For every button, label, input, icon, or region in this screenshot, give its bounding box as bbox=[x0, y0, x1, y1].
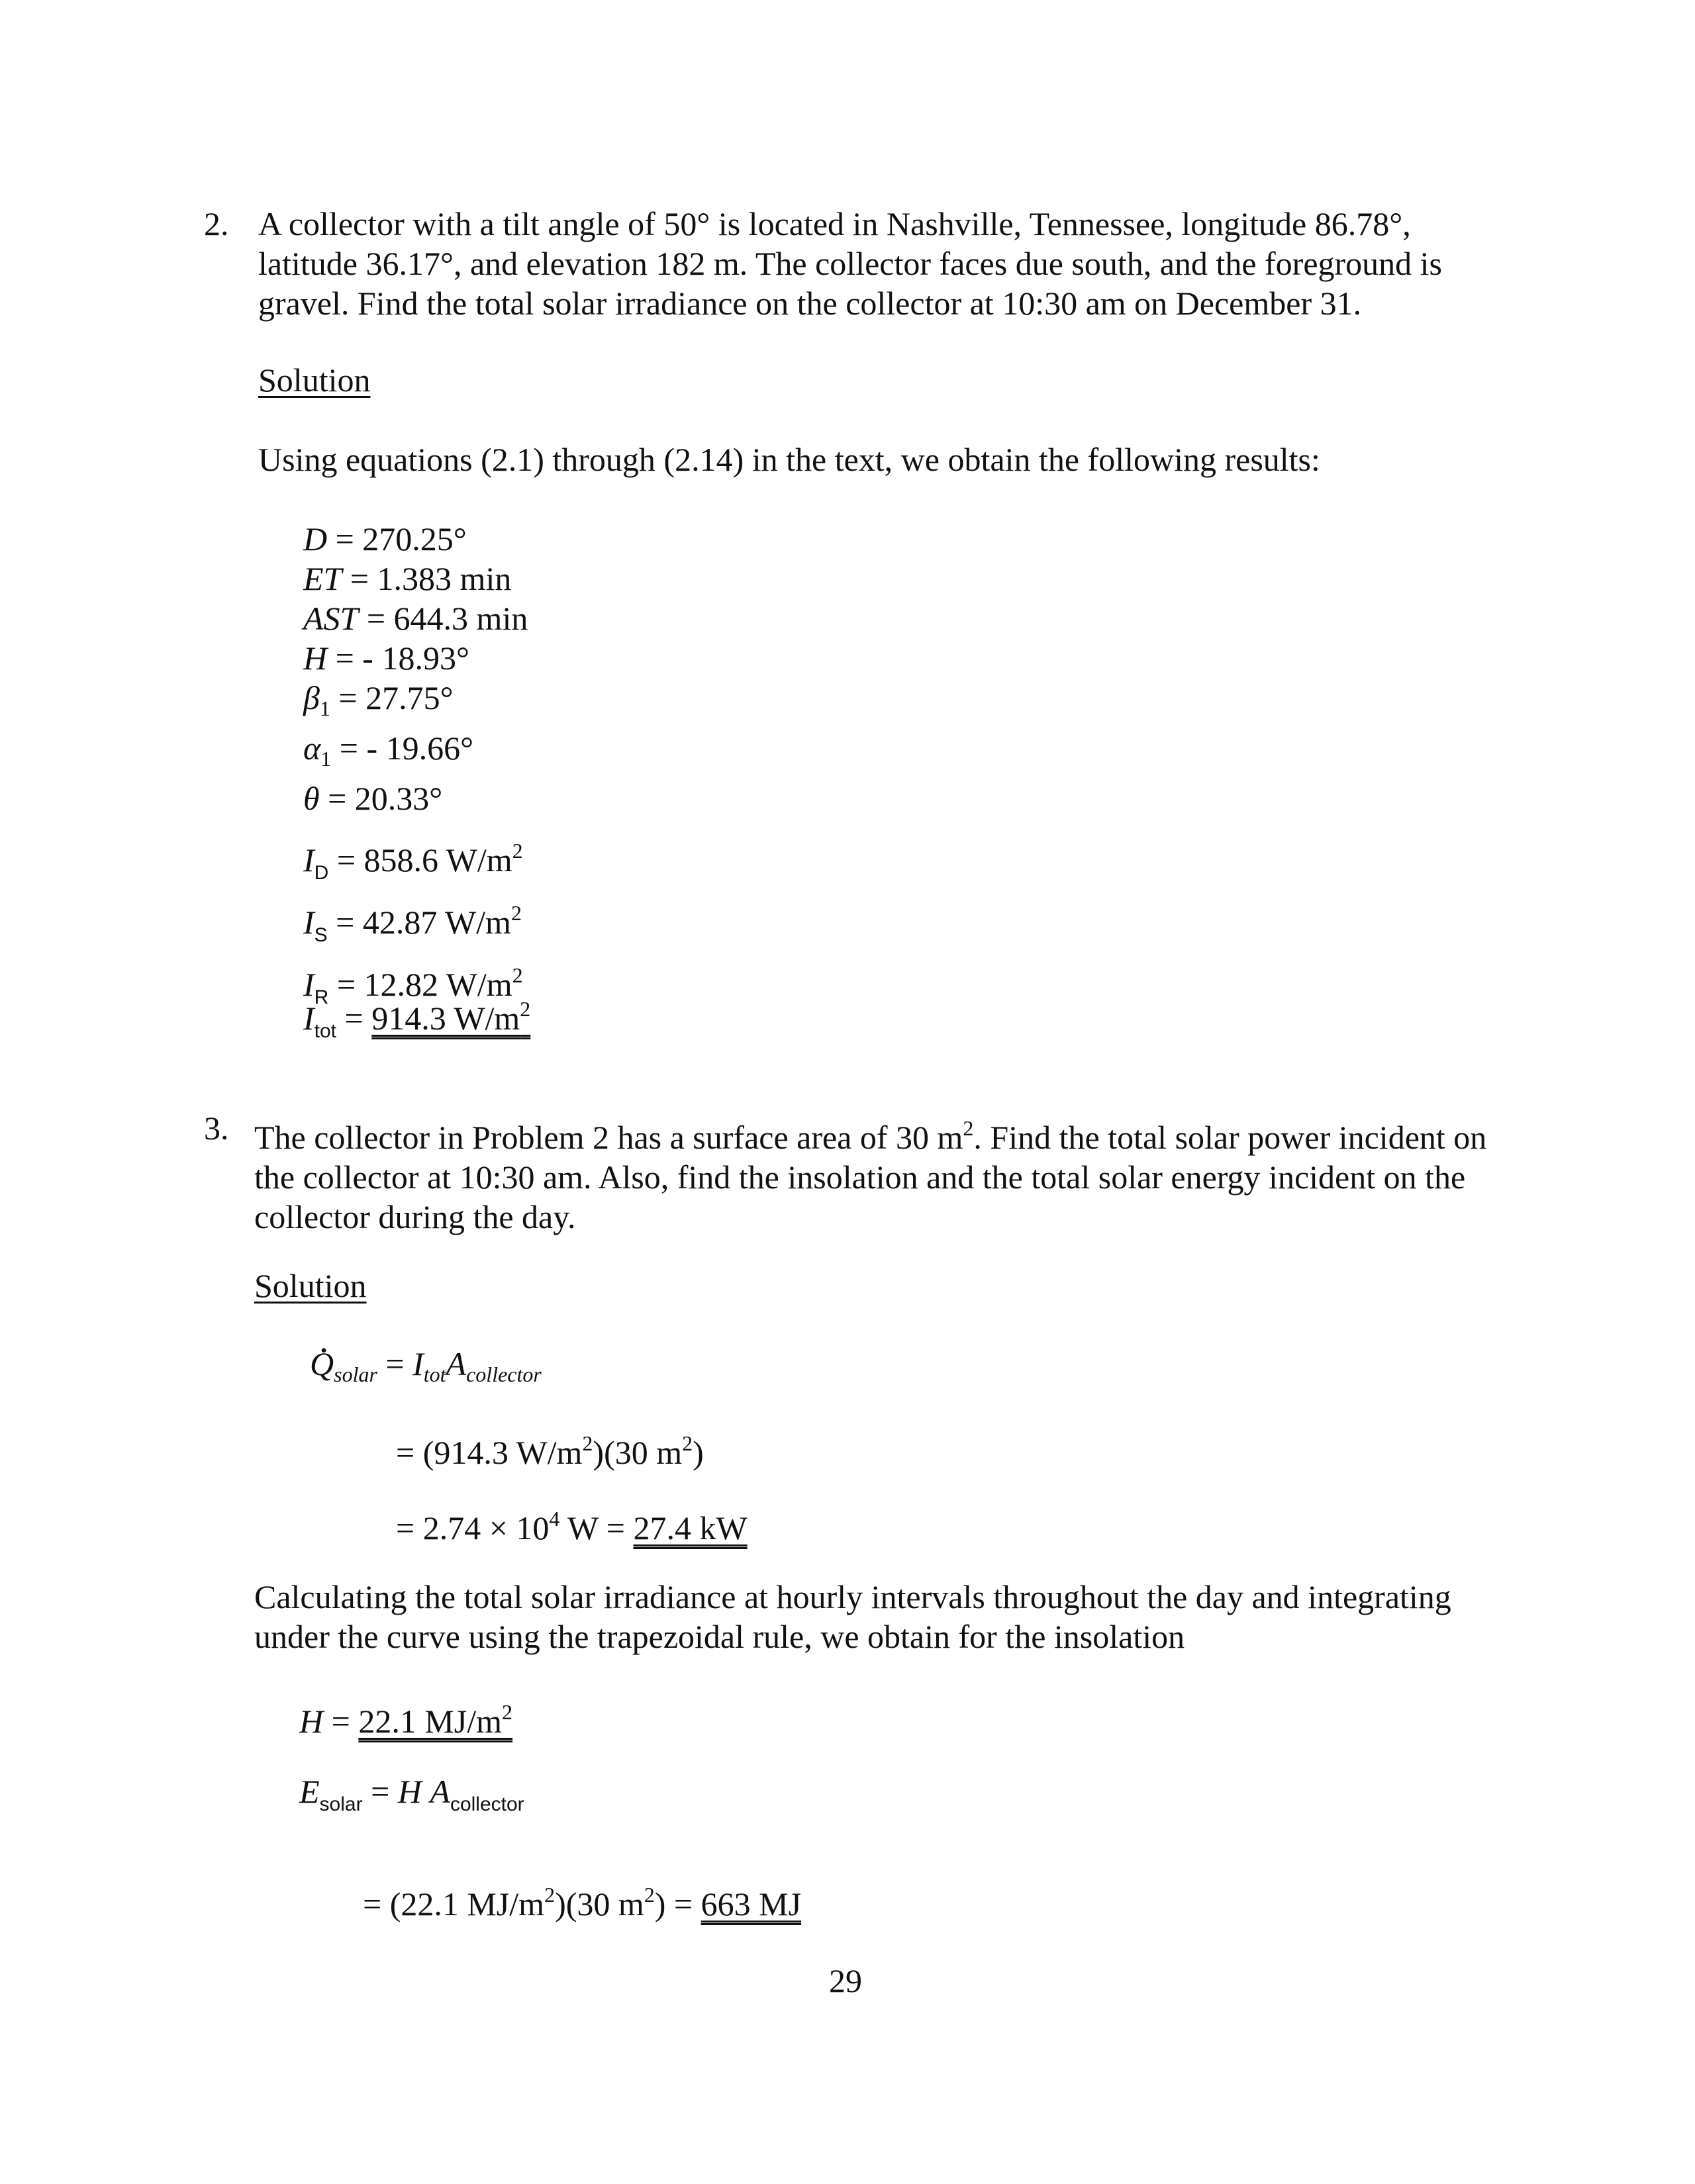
energy-step: = (22.1 $MJ/m^2)(30$ $m^2) = 663$ MJ bbox=[363, 1883, 802, 1923]
problem-3-line-2: the collector at 10:30 am. Also, find the insolation and the total solar energy incident on the bbox=[254, 1159, 1466, 1196]
problem-2-total: $I_{tot} = 914.3$ $W/m^2$ bbox=[303, 997, 531, 1042]
insolation-paragraph bbox=[254, 1577, 1451, 1656]
problem-2-line-1: A collector with a tilt angle of 50° is located in Nashville, Tennessee, longitude 86.78°, bbox=[258, 205, 1411, 242]
irradiance-sky: $I_S = 42.87$ $W/m^2$ bbox=[303, 901, 522, 946]
result-alpha: $\alpha_1$ = - 19.66° bbox=[303, 730, 474, 771]
insolation-line-1: Calculating the total solar irradiance at hourly intervals throughout the day and integrating bbox=[254, 1578, 1451, 1615]
power-step-1: = (914.3 $W/m^2)(30$ $m^2$) bbox=[396, 1431, 704, 1471]
insolation-line-2: under the curve using the trapezoidal rule, we obtain for the insolation bbox=[254, 1618, 1185, 1655]
problem-2-line-3: gravel. Find the total solar irradiance on the collector at 10:30 am on December 31. bbox=[258, 285, 1362, 322]
energy-answer: 663 MJ bbox=[701, 1885, 802, 1923]
irradiance-reflected: $I_R = 12.82$ $W/m^2$ bbox=[303, 963, 523, 1008]
problem-2-number: 2. bbox=[204, 205, 229, 242]
problem-2-line-2: latitude 36.17°, and elevation 182 m. The collector faces due south, and the foreground is bbox=[258, 245, 1443, 282]
power-equation: . $Q_{solar} = I_{tot}A_{collector}$ bbox=[310, 1344, 542, 1394]
result-beta: $\beta_1 = 27.75^\circ$ bbox=[303, 679, 454, 720]
problem-2-intro: Using equations (2.1) through (2.14) in the text, we obtain the following results: bbox=[258, 441, 1320, 478]
problem-2-solution-heading: Solution bbox=[258, 361, 371, 399]
problem-3-statement bbox=[254, 1108, 1486, 1237]
power-answer: 27.4 kW bbox=[633, 1509, 748, 1546]
problem-3-solution-heading: Solution bbox=[254, 1267, 367, 1304]
irradiance-direct: $I_D = 858.6$ $W/m^2$ bbox=[303, 839, 523, 884]
insolation-equation: H = 22.1 $MJ/m^2$ bbox=[299, 1700, 513, 1740]
energy-equation: $E_{solar} = H$ $A_{collector}$ bbox=[299, 1773, 524, 1815]
problem-3-line-3: collector during the day. bbox=[254, 1198, 576, 1235]
result-d: D = 270.25° bbox=[303, 520, 467, 557]
page-number: 29 bbox=[829, 1962, 862, 1999]
problem-3-line-1: The collector in Problem 2 has a surface area of 30 $m^2$. Find the total solar power incident on bbox=[254, 1116, 1487, 1156]
problem-2-answer: 914.3 $W/m^2$ bbox=[371, 997, 531, 1037]
problem-3-number: 3. bbox=[204, 1110, 229, 1147]
result-theta: θ = 20.33° bbox=[303, 780, 443, 817]
result-ast: AST = 644.3 min bbox=[303, 600, 528, 637]
result-h: H = - 18.93° bbox=[303, 640, 469, 677]
problem-2-statement bbox=[258, 204, 1442, 323]
problem-2-results bbox=[303, 519, 528, 818]
insolation-answer: 22.1 $MJ/m^2$ bbox=[358, 1700, 513, 1740]
result-et: ET = 1.383 min bbox=[303, 560, 512, 597]
power-step-2: = $2.74 \times 10^4$ W = 27.4 kW bbox=[396, 1507, 748, 1546]
